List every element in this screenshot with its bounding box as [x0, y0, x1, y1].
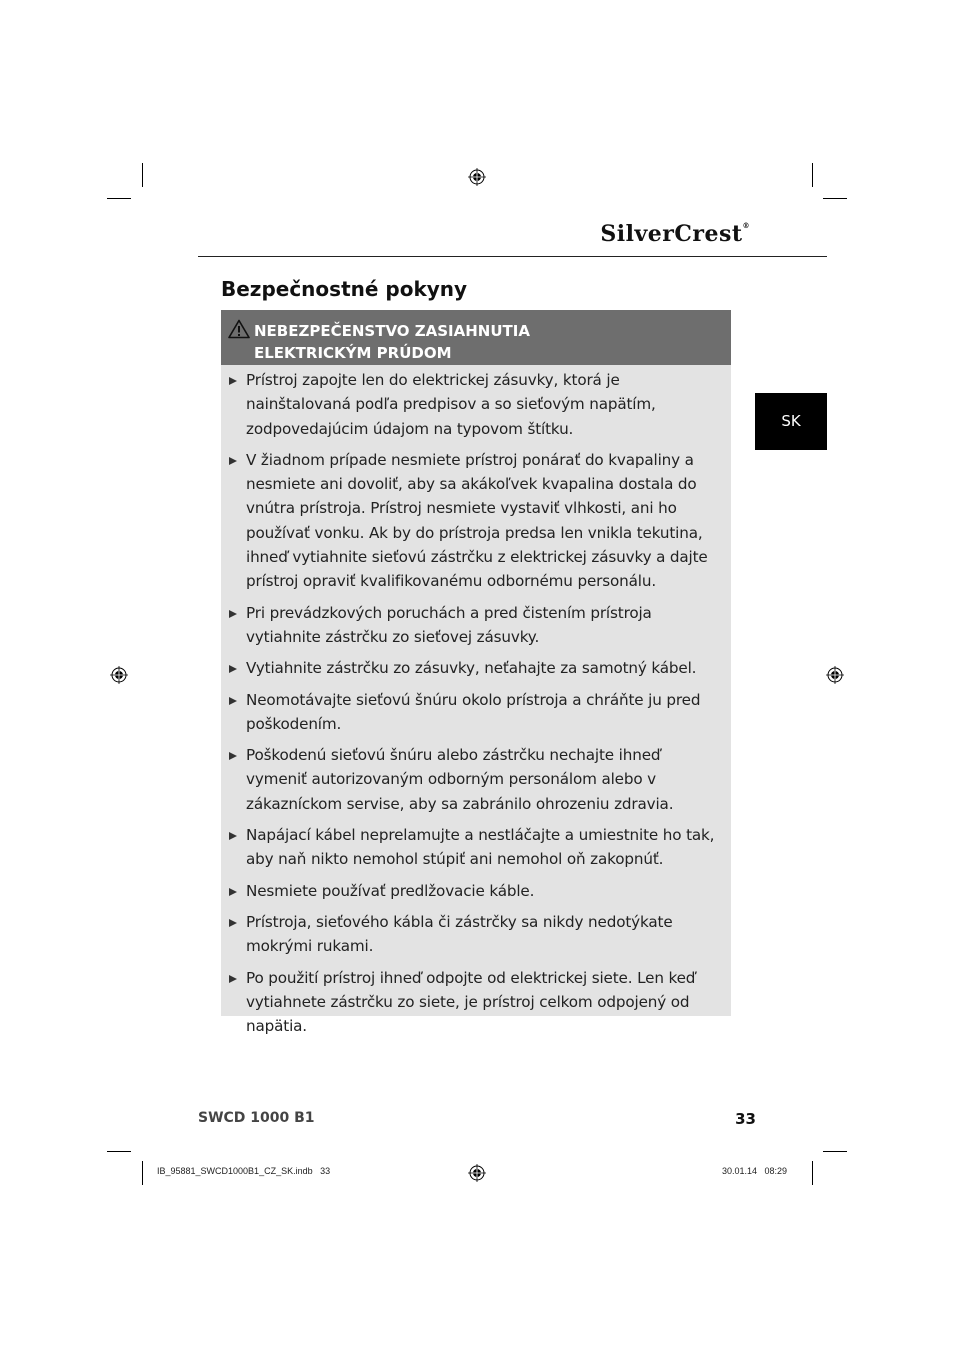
list-item-text: Napájací kábel neprelamujte a nestláčajte a umiestnite ho tak, aby naň nikto nemohol stúpiť ani nemohol oň zakopnúť.: [246, 826, 715, 869]
arrow-bullet-icon: [229, 665, 237, 673]
arrow-bullet-icon: [229, 377, 237, 385]
brand-logo-text: SilverCrest: [600, 221, 743, 247]
warning-heading-line2: ELEKTRICKÝM PRÚDOM: [254, 344, 452, 362]
arrow-bullet-icon: [229, 832, 237, 840]
crop-mark: [823, 198, 847, 199]
registration-mark-icon: [826, 666, 844, 684]
list-item-text: Prístroja, sieťového kábla či zástrčky sa nikdy nedotýkate mokrými rukami.: [246, 912, 673, 956]
registered-mark: ®: [742, 221, 750, 230]
list-item: [221, 823, 731, 872]
list-item: [221, 368, 731, 441]
arrow-bullet-icon: [229, 610, 237, 618]
arrow-bullet-icon: [229, 919, 237, 927]
crop-mark: [142, 1161, 143, 1185]
crop-mark: [823, 1151, 847, 1152]
imprint-file: IB_95881_SWCD1000B1_CZ_SK.indb 33: [157, 1166, 331, 1176]
header-rule: [198, 256, 827, 257]
arrow-bullet-icon: [229, 752, 237, 760]
warning-heading-line1: NEBEZPEČENSTVO ZASIAHNUTIA: [254, 322, 530, 340]
crop-mark: [107, 198, 131, 199]
arrow-bullet-icon: [229, 975, 237, 983]
crop-mark: [812, 1161, 813, 1185]
crop-mark: [142, 163, 143, 187]
warning-heading: [254, 320, 724, 364]
list-item-text: Nesmiete používať predlžovacie káble.: [246, 881, 535, 900]
registration-mark-icon: [110, 666, 128, 684]
list-item-text: V žiadnom prípade nesmiete prístroj ponárať do kvapaliny a nesmiete ani dovoliť, aby sa akákoľvek kvapalina dostala do vnútra prístroja. Prístroj nesmiete vystaviť vlhkosti, ani ho používať vonku. Ak by do prístroja predsa len vnikla tekutina, ihneď vytiahnite sieťovú zástrčku z elektrickej zásuvky a dajte prístroj opraviť kvalifikovanému odbornému personálu.: [246, 450, 708, 591]
list-item: [221, 966, 731, 1039]
crop-mark: [812, 163, 813, 187]
list-item: [221, 743, 731, 816]
footer-model: SWCD 1000 B1: [198, 1110, 315, 1126]
registration-mark-icon: [468, 1164, 486, 1182]
arrow-bullet-icon: [229, 697, 237, 705]
list-item-text: Poškodenú sieťovú šnúru alebo zástrčku nechajte ihneď vymeniť autorizovaným odborným personálom alebo v zákazníckom servise, aby sa zabránilo ohrozeniu zdravia.: [246, 746, 674, 813]
crop-mark: [107, 1151, 131, 1152]
list-item: [221, 448, 731, 594]
arrow-bullet-icon: [229, 457, 237, 465]
registration-mark-icon: [468, 168, 486, 186]
list-item: [221, 656, 731, 680]
list-item-text: Neomotávajte sieťovú šnúru okolo prístroja a chráňte ju pred poškodením.: [246, 690, 701, 733]
list-item: [221, 910, 731, 959]
list-item: [221, 601, 731, 650]
arrow-bullet-icon: [229, 888, 237, 896]
warning-header: [221, 310, 731, 365]
language-tab: SK: [755, 393, 827, 450]
list-item-text: Pri prevádzkových poruchách a pred čistením prístroja vytiahnite zástrčku zo sieťovej zásuvky.: [246, 603, 652, 646]
list-item-text: Vytiahnite zástrčku zo zásuvky, neťahajte za samotný kábel.: [246, 659, 697, 678]
page-title: Bezpečnostné pokyny: [221, 277, 468, 301]
list-item: [221, 879, 731, 903]
list-item-text: Prístroj zapojte len do elektrickej zásuvky, ktorá je nainštalovaná podľa predpisov a so sieťovým napätím, zodpovedajúcim údajom na typovom štítku.: [246, 371, 656, 438]
imprint-datetime: 30.01.14 08:29: [722, 1166, 788, 1176]
brand-logo: [560, 221, 750, 247]
list-item-text: Po použití prístroj ihneď odpojte od elektrickej siete. Len keď vytiahnete zástrčku zo siete, je prístroj celkom odpojený od napätia.: [246, 968, 696, 1036]
warning-panel: [221, 310, 731, 1036]
page-number: 33: [735, 1110, 756, 1128]
warning-triangle-icon: [228, 319, 250, 339]
warning-list: [221, 368, 731, 1045]
list-item: [221, 688, 731, 737]
